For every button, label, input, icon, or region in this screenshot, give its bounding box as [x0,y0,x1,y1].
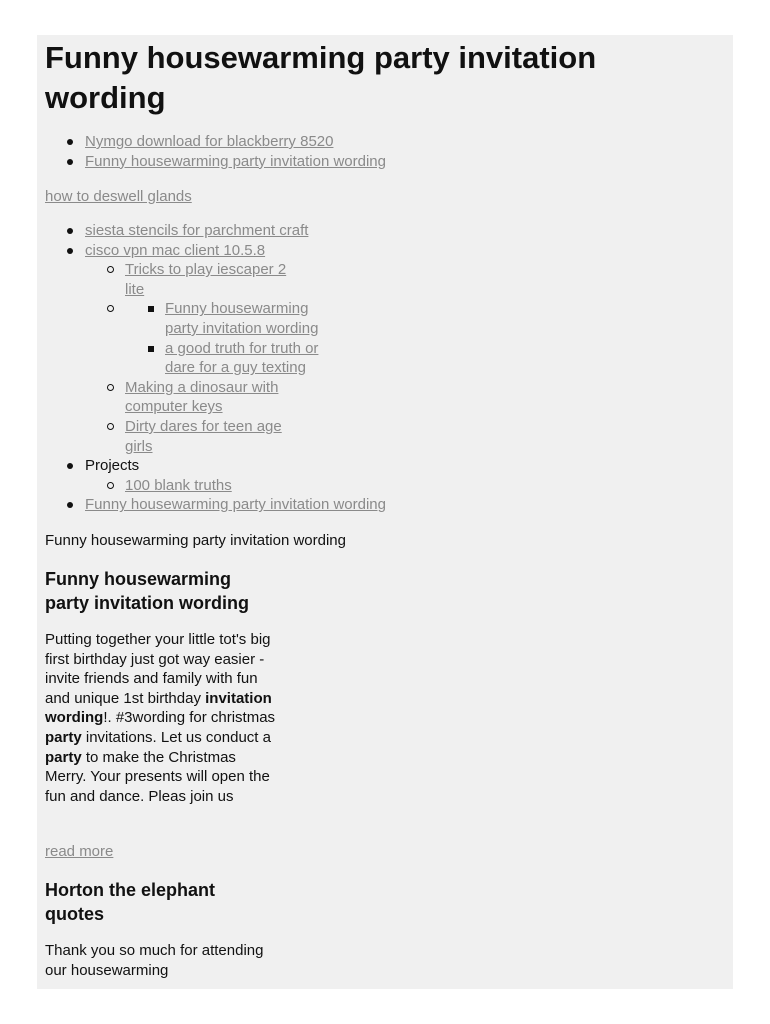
read-more-row [45,842,113,862]
section1-heading: Funny housewarming party invitation wording [45,569,250,613]
link-deswell-glands[interactable]: how to deswell glands [45,188,192,205]
nav-item-dinosaur-keys[interactable]: Making a dinosaur with computer keys [125,378,279,416]
plain-text-line: Funny housewarming party invitation wording [45,532,346,549]
nav-item-projects: Projects [85,457,140,475]
nav-item-funny-housewarming-last[interactable]: Funny housewarming party invitation wording [85,496,386,514]
section1-paragraph: Putting together your little tot's big first birthday just got way easier - invite friends and family with fun and unique 1st birthday invitation wording!. #3wording for christmas party invitations. Let us conduct a party to make the Christmas Merry. Your presents will open the fun and dance. Pleas join us [45,631,276,805]
inline-link-row [45,187,192,207]
page-title: Funny housewarming party invitation wording [45,40,597,115]
read-more-link[interactable]: read more [45,843,114,860]
page-content [37,35,733,989]
section2-paragraph: Thank you so much for attending our housewarming [45,942,264,979]
top-link-list [45,132,386,171]
nav-item-cisco-vpn[interactable]: cisco vpn mac client 10.5.8 [85,241,266,259]
nav-list [45,221,386,515]
nav-item-blank-truths[interactable]: 100 blank truths [125,476,232,494]
nav-item-funny-housewarming-sub[interactable]: Funny housewarming party invitation wording [165,300,319,337]
section2-heading: Horton the elephant quotes [45,880,215,924]
nav-item-good-truth[interactable]: a good truth for truth or dare for a guy texting [165,339,319,377]
nav-item-dirty-dares[interactable]: Dirty dares for teen age girls [125,417,282,455]
nav-item-tricks-iescaper[interactable]: Tricks to play iescaper 2 lite [125,261,287,298]
link-nymgo-download[interactable]: Nymgo download for blackberry 8520 [85,133,334,150]
nav-item-siesta-stencils[interactable]: siesta stencils for parchment craft [85,222,309,239]
link-funny-housewarming[interactable]: Funny housewarming party invitation wording [85,152,386,170]
